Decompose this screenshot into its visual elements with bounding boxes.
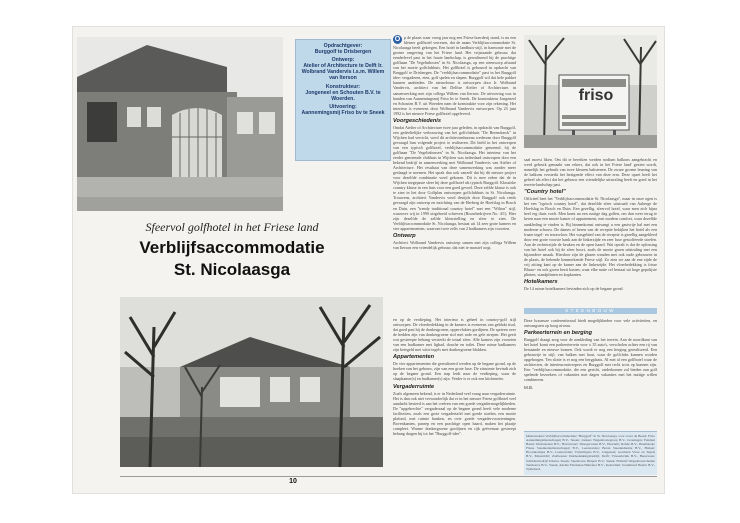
client-label: Opdrachtgever: xyxy=(323,43,363,49)
execution-label: Uitvoering: xyxy=(329,103,357,110)
intro-text: p de plaats waar vroeg jaar nog een Friese boerderij stond, is nu een kleiner golfhotel verrezen, dat de naam Verblijfsaccommodatie St. Nicolaasga heeft gekregen. Een hotel in landhuis-stijl, in harmonie met de groene omgeving van het Friese land. Het vrijstaande gebouw, dat eenderlevel past in het fraaie landschap, is gerealiseerd bij de prachtige golfbaan "De Vegelinbosen" in St. Nicolaasga, op een steenworp afstand van het moeie golfclubhuis. Het golfhotel is gebouwd in opdracht van Burggolf te Drisbergen. De "verblijfsaccommodatie" past in het Burggolf idee: vergaderen, eten, golf spelen en slapen. Burggolf wil dat hele pakket kunnen aanbieden. De nieuwbouw is ontworpen door Ir. Wolbrand Vandervis, architect van het Delftse Atelier of Architecture, in samenwerking met zijn collega Willem van Iterson. De uitvoering was in handen van Aannemingsmij Friso bv te Sneek. De konstrukteur Jongeneel en Schouten B.V. uit Woerden nam de konstruktie voor zijn rekening. Het interieur is eveneens door Wolbrand Vandervis ontworpen. Op 23 juni 1992 is het nieuwe Friese golfhotel opgeleverd. xyxy=(393,35,516,116)
heading-appartementen: Appartementen xyxy=(393,354,435,361)
article-column-3-top xyxy=(524,157,657,303)
author-initials: M.B. xyxy=(524,384,534,390)
design-value: Atelier of Architecture te Delft Ir. Wolbrand Vandervis i.s.m. Willem van Iterson xyxy=(301,63,385,82)
constructor-label: Konstrukteur: xyxy=(325,83,361,90)
col1-bottom-text: en op de verdieping. Het interieur is geheel in country-golf stijl ontworpen. De vloerbedekking in de kamers is eveneens van geblokt tisal, dat goed past bij de donkergroene, oppervlaktes gordijnen. De sprieen over de bedden zijn van donkergroene stof met rode en gele strepen. Het geeit wat gestreepte behang versterkt de totaal sfeer. Alle kamers zijn voorzien van een badkamer met ligbad, douche en toilet. Deze ruime badkamers zijn betegeld met witte tegels met donkergroene blokken. xyxy=(393,317,516,353)
hotelkamers-text: De 14 ruime hotelkamers bevinden zich op de begane grond xyxy=(524,286,623,292)
heading-hotelkamers: Hotelkamers xyxy=(524,279,558,286)
vergaderruimte-text: Zoals algemeen bekend, is er in Nederland veel vraag naar vergaderruimte. Het is dan ook niet verwonderlijk dat er in het nieuwe Friese golfhotel veel aandacht besteed is aan het creëren van een goede vergadermogelijkheden. De "upgebrechte" vergaderzaal op de begane grond heeft vele moderne faciliteiten, zoals een grote vergadertafel met goede stoelen, een mooie plafond, met ruimte banken, en over goede vergadervoorzieningen. Bovenkanten, panrep en een prachtige open haard, maken het plaatje compleet. Warme donkergroene gordijnen en rijk geëvenaar gestreept behang dragen bij tot het "Burggolf-idee". xyxy=(393,390,516,436)
section-banner: STEENBOUW xyxy=(524,308,657,314)
article-title-line2: St. Nicolaasga xyxy=(173,260,291,279)
appartementen-text: De vier appartementen die gerealiseerd werden op de begane grond, op de hoeken van het gebouw, zijn van een grote luxe. De zitruimte bevindt zich op de begane grond. Een trap leidt naar de verdieping, waar de slaapkamer(s) en badkamer(s) zijn. Verder is er ook een kitchenette. xyxy=(393,361,516,382)
client-value: Burggolf te Drisbergen xyxy=(314,49,372,56)
design-label: Ontwerp: xyxy=(331,57,355,64)
article-title-line1: Verblijfsaccommodatie xyxy=(139,238,325,257)
contractors-credits-box xyxy=(524,431,657,475)
contractors-credits-text: Medewerkers Verblijfsaccommodatie "Burggolf" in St. Nicolaasga, voor zover de Breed: Friso Aannemingsmaatschappij B.V., Sneek; Jonkers Wegenbouwgroep B.V., Groningen; Fendant Bastel Waalsteenen B.V., Havenvaart; Dinogerwnen B.V., Haarlem; Rohde B.V., Heemstede; Friese Steenkolenmaatschappij B.V., Leeuwarden; Beton Steenindustrie B.V., Hulsen; Hoornkompas B.V., Leeuwarden; Vrijwilligers B.V., Jongeneel; Gerritsen Vloer en Tegels B.V., Maastricht; Zuidwester Dakbedekkingsbedrijf, Delft; Vrieserkvink B.V., Heereveen; Schildersbedrijf Tekstra, Sneek; Steenbouw Helpert B.V., Sneek; Holland Wegenbouwchemie Ternhoeve B.V., Sneek; Adema Fabrieken Heitsfeer B.V., Rotterdam; Scandinaaf Haarlo B.V., Tjalleberd. xyxy=(526,434,655,471)
article-subtitle: Sfeervol golfhotel in het Friese land xyxy=(145,220,319,234)
article-column-2 xyxy=(393,35,516,303)
heading-vergaderruimte: Vergaderruimte xyxy=(393,383,435,390)
country-text: Officieel heet het "Verblijfsaccommodatie St. Nicolaasga", maar in onze ogen is het een "typisch country hotel", dat dezelfde sfeer uitstraalt van Auberge de Hoefslag in Bosch en Duin. Een gezellig, sfeervol hotel, waar men zich bijna heel erg thuis voelt. Men komt na een rustige dag golfen, om dan weer terug te keren naar een mooie kamer of appartement, met modern comfort, waar dezelfde aankleding te vinden is. Bij binnenkomst ontvangt u een gastvrije hal met een moderne schouw. De dames of heren van de receptie bekijken het hotel als een fraaie tegel- en terrasvloer. Het wasgebied van de receptie is gezellig aangekleed door een grote voorste bank aan de linkerzijde en zeer luxe gestoffeerde stoelen. Aan de rechterzijde de keuken en de open haard. Wat opvalt is dat de oplossing van het hotel ook bij de sfeer hoort, zoals de mooie groen uitstraling met een bijzondere smaak. Hierdoor zijn de glazen wanden met ook oude gebouwen in de plaats, de bekende kenmerkende Friese stijl. Zo zien we aan de ene zijde de vrij zitting kant op de kamer aan de linkerzijde. Het vloerbedekking is frisse Blauw- en ook groen bezit kasten, waar elke natte cel bestaat uit hoge gepolijste plinten, wandplinten en kopkanten. xyxy=(524,196,657,277)
magazine-spread xyxy=(73,27,664,493)
constructor-value: Jongeneel en Schouten B.V. te Woerden. xyxy=(305,89,381,102)
hotel-exterior-photo xyxy=(77,37,283,211)
execution-value: Aannemingsmij Friso bv te Sneek xyxy=(301,109,385,116)
dropcap-letter: O xyxy=(394,36,401,43)
col3-top-text: saal moest liken. Om dit te bereiken werden nodium balkons aangebracht en werd gebruik gemaakt van erkers, dat ook in het Friese land' gezien wordt, namelijk het gebruik van twee kleuren bakstenen. De zware groene leuning van de balkons versterkt het bezigende effect van deze erm. Deze opzet heeft het geheel als effect dat het gebouw een vriendelijke uitstraling heeft en goed in het terrein-landschap past. xyxy=(524,157,657,188)
ontwerp-text: Architect Wolbrand Vandervis ontwierp samen met zijn collega Willem van Iterson een vriendelijk gebouw, dat niet te massief oogt. xyxy=(393,239,516,250)
heading-voorgeschiedenis: Voorgeschiedenis xyxy=(393,117,441,124)
project-credits-box xyxy=(295,39,391,161)
heading-country-hotel: "Country hotel" xyxy=(524,189,566,196)
footer-rule xyxy=(120,476,657,477)
construction-sign-photo xyxy=(524,35,657,148)
article-column-3-bottom xyxy=(524,318,657,428)
article-column-2-bottom xyxy=(393,317,516,474)
page-number: 10 xyxy=(289,478,297,485)
sign-logo-text: friso xyxy=(578,87,614,104)
heading-ontwerp: Ontwerp xyxy=(393,232,416,239)
hotel-trees-photo xyxy=(120,297,383,467)
col3-bottom-text: Deze luxueuze conferentiezaal biedt mogelijkheden voor vele activiteiten, en ontvangsten op hoog niveau. xyxy=(524,318,657,329)
parkeer-text: Burggolf draagt zorg voor de aankleding van het terrein. Aan de noordkant van het hotel komt een parkeerterrein voor ± 35 auto's, verscholen achter een rij van bestaande en nieuwe bomen. Ook wordt er nog een berging gerealiseerd. Een gebouwtje in stijl, van balken met hout, waar de golfclubs kunnen worden opgeborgen. Ten slotte is er nog een bergplaats. Al met al een golfhotel waar de architecten, de interieurontwerpers en Burggolf met recht trots op kunnen zijn. Een "verblijfsaccommodatie, die een gericht, onderkomen zal bieden aan golf spelende bezoekers of vakanties met dagen vakanties met het nuttige willen combineren. xyxy=(524,337,657,383)
voorgeschiedenis-text: Omdat Atelier of Architecture twee jaar geleden, in opdracht van Burggolf, een gedeeltelijke verbouwing van het golfclubhuis "De Berendonck" in Wijchen had verricht, werd dit architectenbureau wederom door Burggolf gevraagd hun volgende project te realiseren. Dit hield in het ontwerpen van een typisch golfhotel, verblijfsaccommodatie genoemd, bij de golfbaan "De Vegelinbossen" in St. Nicolaasga. Het interieur van het eerder genoemde clubhuis in Wijchen was inderdaad ontworpen door een bekend bedrijf in samenwerking met Wolbrand Vandervis van Atelier of Architecture. Het resultaat van deze samenwerking was zonder meer geslaagd te noemen. Het sprak dan ook vanzelf dat bij dit nieuwe project voor dezelfde combinatie werd gekozen. Dit is mee reden dat de in Wijchen toegepaste sfeer bij deze golfhotel als typisch Burggolf. Klassieke country klasse in een huis voor een goed gevoel. Deze zelfde klasse is ook te zien in het door Golfplan ontworpen golfclubhuis in St. Nicolaasga. Trouwens, architect Vandervis werd destijds door Burggolf ook reeds gevraagd zijn ontwerp en inrichting van de Herberg de Hoefslag in Bosch en Duin, een "trendy traditional country hotel" met een "Wilton" stijl, waarover wij in 1990 uitgebreid schreven (Bouwbedrijven No. 4/1). Hier zijn dezelfde de zelfde kleurstelling en sfeer te zien. De Verblijfsaccommodatie St. Nicolaasga, bestaat uit 14 zeer grote kamers en vier appartementen, waarvan twee zelfs van 2 badkamers zijn voorzien. xyxy=(393,124,516,231)
heading-parkeerterrein: Parkeerterrein en berging xyxy=(524,330,593,337)
